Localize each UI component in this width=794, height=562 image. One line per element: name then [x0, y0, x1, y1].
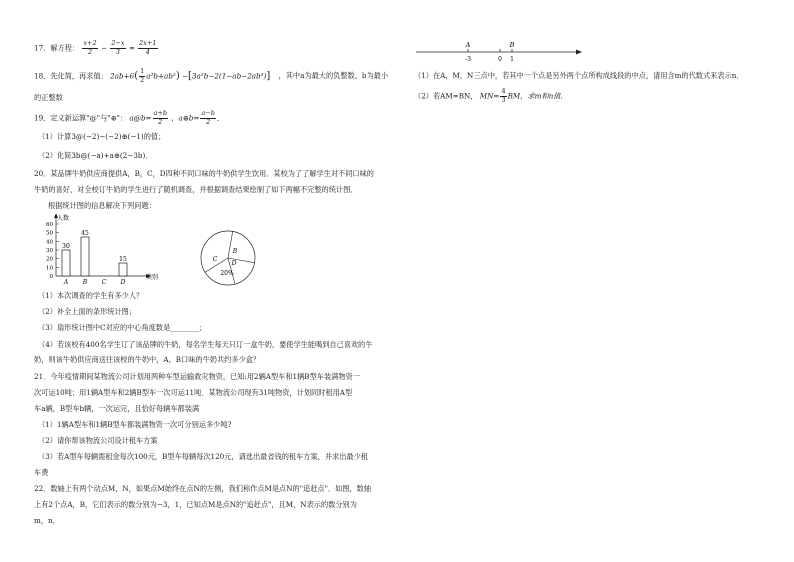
q21-line2: 次可运10吨；用1辆A型车和2辆B型车一次可运11吨．某物流公司现有31吨物资，计划同时租用A型 [34, 388, 353, 397]
q20-part3: （3）扇形统计图中C对应的中心角度数是________； [38, 323, 207, 332]
point-b-label: B [509, 41, 515, 49]
q22-part1: （1）在A，M，N三点中，若其中一个点是另外两个点所构成线段的中点，请用含m的代数式来表示n． [414, 71, 744, 80]
q20-line3: 根据统计图的信息解决下列问题： [48, 201, 156, 210]
category-label-C: C [101, 279, 107, 286]
q19-part2: （2）化简3b@(−a)+a⊕(2−3b)． [38, 151, 153, 160]
y-tick-label: 30 [46, 248, 53, 254]
q19-part1: （1）计算3@(−2)−(−2)⊕(−1)的值； [38, 132, 166, 141]
y-tick-label: 20 [46, 256, 53, 263]
pie-label-B: B [232, 248, 238, 255]
q20-line2: 牛奶的喜好，对全校订牛奶的学生进行了随机调查，并根据调查结果绘制了如下两幅不完整的统计图． [34, 185, 358, 194]
q20-line1: 20．某品牌牛奶供应商提供A，B，C，D四种不同口味的牛奶供学生饮用．某校为了了解学生对不同口味的 [34, 169, 374, 178]
tick-b-value: 1 [510, 56, 514, 63]
bar-A [62, 250, 70, 276]
point-a-label: A [465, 41, 471, 49]
q22-part2: （2）若AM=BN， MN= $\frac{4}{3}$ BM，求m和n值． [414, 87, 568, 104]
q21-line1: 21．今年疫情期间某物流公司计划用两种车型运输救灾物资，已知:用2辆A型车和1辆B型车装满物资一 [34, 372, 360, 381]
category-label-D: D [120, 279, 126, 286]
bar-B [81, 237, 89, 276]
q21-part3a: （3）若A型车每辆需租金每次100元，B型车每辆每次120元，请选出最省钱的租车方案，并求出最少租 [38, 452, 368, 461]
pie-chart [198, 228, 258, 288]
q17: 17．解方程： $\frac{x+2}{2}$ − $\frac{2-x}{3}$ = $\frac{2x+1}{4}$ [34, 39, 157, 56]
q18-line2: 的正整数 [34, 93, 63, 102]
pie-label-C: C [212, 256, 218, 263]
q20-part2: （2）补全上面的条形统计图； [38, 307, 137, 316]
q21-part2: （2）请你帮该物流公司设计租车方案 [38, 436, 158, 445]
y-tick-label: 40 [46, 239, 53, 246]
q17-frac2: $\frac{2-x}{3}$ [111, 39, 125, 56]
q17-label: 17．解方程： [34, 43, 80, 53]
category-label-A: A [63, 279, 69, 286]
y-tick-label: 0 [49, 274, 53, 280]
q22-line2: 上有2个点A，B，它们表示的数分别为−3，1，已知点M是点N的"追赶点"，且M，N表示的数分别为 [34, 500, 357, 509]
tick-zero-value: 0 [498, 56, 502, 63]
q22-line3: m，n． [34, 516, 60, 525]
q22-line1: 22．数轴上有两个动点M，N，如果点M始终在点N的左侧，我们称作点M是点N的"追赶点"．如图，数轴 [34, 484, 372, 493]
y-axis-label: 人数 [57, 215, 70, 222]
y-tick-label: 60 [46, 222, 53, 228]
pie-label-D: D [231, 260, 237, 267]
data-label-D: 15 [119, 256, 127, 263]
q18-line1: 18．先化简，再求值： 2ab+6( $\frac{1}{2}$ a²b+ab²) −[3a²b−2(1−ab−2ab²)] ，其中a为最大的负整数，b为最小 [34, 67, 389, 84]
y-tick-label: 10 [46, 265, 53, 272]
pie-label-D-percent: 20% [220, 270, 234, 277]
q20-part4a: （4）若该校有400名学生订了该品牌的牛奶，每名学生每天只订一盒牛奶，要使学生能喝到自己喜欢的牛 [38, 340, 373, 349]
q20-part1: （1）本次调查的学生有多少人？ [38, 291, 144, 300]
category-label-B: B [82, 279, 88, 286]
y-tick-label: 50 [46, 230, 53, 237]
bar-chart [36, 214, 166, 292]
data-label-B: 45 [81, 230, 89, 237]
bar-D [119, 263, 127, 276]
data-label-A: 30 [62, 243, 70, 250]
q21-line3: 车a辆，B型车b辆，一次运完，且恰好每辆车都装满 [34, 404, 200, 413]
q19-line1: 19．定义新运算"@"与"⊕"： a@b= $\frac{a+b}{2}$ ，a⊕b= $\frac{a-b}{2}$ ． [34, 109, 225, 126]
q21-part1: （1）1辆A型车和1辆B型车都装满物资一次可分别运多少吨? [38, 420, 232, 429]
tick-a-value: -3 [465, 56, 471, 63]
q20-part4b: 奶，则该牛奶供应商送往该校的牛奶中，A，B口味的牛奶共约多少盒？ [34, 355, 261, 364]
q17-frac1: $\frac{x+2}{2}$ [83, 39, 97, 56]
x-axis-label: 类别 [146, 274, 159, 281]
q17-frac3: $\frac{2x+1}{4}$ [139, 39, 157, 56]
q21-part3b: 车费 [34, 468, 49, 477]
number-line [412, 40, 612, 70]
